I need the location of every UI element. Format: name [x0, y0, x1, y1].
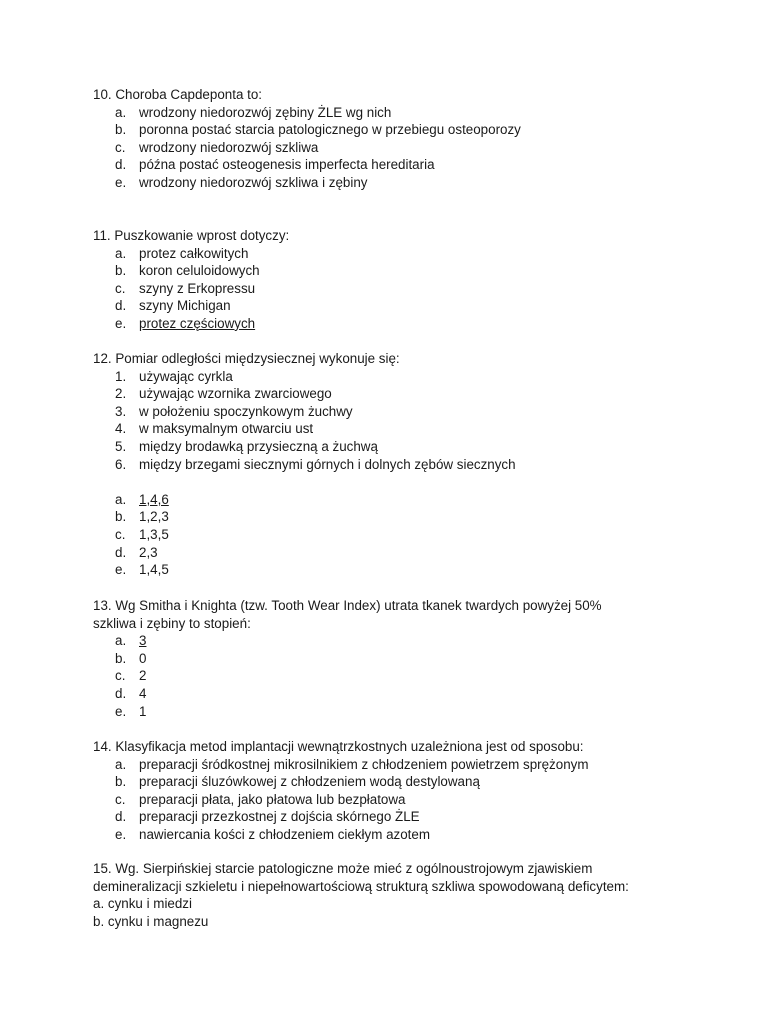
option-marker: e.: [115, 562, 127, 578]
option-text: preparacji śluzówkowej z chłodzeniem wodą destylowaną: [139, 774, 480, 790]
option-text-underlined: protez częściowych: [139, 315, 256, 331]
numbered-item: [93, 385, 683, 403]
option-text: preparacji przezkostnej z dojścia skórnego ŻLE: [139, 809, 420, 825]
option-text: koron celuloidowych: [139, 263, 260, 279]
option-text-underlined: 1,4,6: [139, 491, 169, 507]
item-text: w maksymalnym otwarciu ust: [139, 421, 314, 437]
answer-option: [93, 756, 683, 774]
option-marker: d.: [115, 298, 127, 314]
option-marker: b.: [115, 509, 127, 525]
item-marker: 3.: [115, 403, 127, 419]
option-text: preparacji płata, jako płatowa lub bezpłatowa: [139, 791, 406, 807]
question-stem: 10. Choroba Capdeponta to:: [93, 87, 262, 102]
option-text: szyny z Erkopressu: [139, 280, 256, 296]
answer-option: [93, 139, 683, 157]
question-stem: 14. Klasyfikacja metod implantacji wewnątrzkostnych uzależniona jest od sposobu:: [93, 739, 584, 754]
numbered-item: [93, 368, 683, 386]
answer-option: [93, 791, 683, 809]
option-marker: c.: [115, 526, 126, 542]
item-text: między brodawką przysieczną a żuchwą: [139, 438, 378, 454]
answer-option-correct: [93, 491, 683, 509]
question-12: [93, 350, 683, 579]
option-marker: e.: [115, 703, 127, 719]
option-text: wrodzony niedorozwój szkliwa: [139, 139, 319, 155]
option-marker: c.: [115, 280, 126, 296]
answer-option-inline: a. cynku i miedzi: [93, 896, 192, 912]
question-stem-line: 15. Wg. Sierpińskiej starcie patologiczne może mieć z ogólnoustrojowym zjawiskiem: [93, 861, 593, 876]
option-text: 2: [139, 668, 147, 684]
numbered-item: [93, 456, 683, 474]
option-marker: b.: [115, 263, 127, 279]
answer-option: [93, 526, 683, 544]
answer-option: [93, 808, 683, 826]
item-text: używając cyrkla: [139, 368, 233, 384]
question-14: [93, 738, 683, 844]
answer-option: [93, 121, 683, 139]
answer-option: [93, 262, 683, 280]
option-text: 4: [139, 685, 147, 701]
answer-option: [93, 685, 683, 703]
option-text: 2,3: [139, 544, 158, 560]
option-text: 0: [139, 650, 147, 666]
numbered-item: [93, 420, 683, 438]
option-text: 1,3,5: [139, 526, 169, 542]
option-text: wrodzony niedorozwój zębiny ŻLE wg nich: [139, 104, 392, 120]
option-text-underlined: 3: [139, 633, 147, 649]
option-marker: d.: [115, 809, 127, 825]
numbered-item: [93, 403, 683, 421]
answer-option: [93, 703, 683, 721]
option-marker: b.: [115, 650, 127, 666]
option-marker: c.: [115, 791, 126, 807]
option-marker: b.: [115, 122, 127, 138]
item-marker: 2.: [115, 386, 127, 402]
answer-option: [93, 650, 683, 668]
answer-option: [93, 773, 683, 791]
option-marker: d.: [115, 685, 127, 701]
option-marker: a.: [115, 756, 127, 772]
answer-option: [93, 104, 683, 122]
answer-option: [93, 174, 683, 192]
question-10: [93, 86, 683, 192]
item-marker: 6.: [115, 456, 127, 472]
answer-option: [93, 561, 683, 579]
answer-option-correct: [93, 315, 683, 333]
option-marker: a.: [115, 104, 127, 120]
item-text: między brzegami siecznymi górnych i dolnych zębów siecznych: [139, 456, 516, 472]
option-marker: a.: [115, 633, 127, 649]
item-text: używając wzornika zwarciowego: [139, 386, 332, 402]
item-marker: 4.: [115, 421, 127, 437]
item-text: w położeniu spoczynkowym żuchwy: [139, 403, 353, 419]
option-marker: d.: [115, 544, 127, 560]
answer-option: [93, 297, 683, 315]
answer-option: [93, 156, 683, 174]
option-text: preparacji śródkostnej mikrosilnikiem z chłodzeniem powietrzem sprężonym: [139, 756, 589, 772]
question-13: [93, 597, 683, 720]
numbered-item: [93, 438, 683, 456]
option-text: wrodzony niedorozwój szkliwa i zębiny: [139, 174, 368, 190]
question-15: [93, 860, 683, 930]
option-text: późna postać osteogenesis imperfecta hereditaria: [139, 157, 435, 173]
item-marker: 1.: [115, 368, 127, 384]
answer-option-inline: b. cynku i magnezu: [93, 913, 209, 929]
answer-option: [93, 826, 683, 844]
option-text: 1,2,3: [139, 509, 169, 525]
option-text: poronna postać starcia patologicznego w przebiegu osteoporozy: [139, 122, 521, 138]
question-stem-line: szkliwa i zębiny to stopień:: [93, 615, 251, 631]
option-marker: a.: [115, 245, 127, 261]
option-marker: b.: [115, 774, 127, 790]
question-stem: 11. Puszkowanie wprost dotyczy:: [93, 228, 290, 243]
option-text: nawiercania kości z chłodzeniem ciekłym azotem: [139, 826, 430, 842]
option-marker: e.: [115, 315, 127, 331]
option-text: szyny Michigan: [139, 298, 231, 314]
option-marker: c.: [115, 668, 126, 684]
question-11: [93, 227, 683, 333]
option-marker: a.: [115, 491, 127, 507]
question-stem-line: 13. Wg Smitha i Knighta (tzw. Tooth Wear Index) utrata tkanek twardych powyżej 50%: [93, 598, 602, 613]
option-marker: e.: [115, 826, 127, 842]
answer-option: [93, 508, 683, 526]
option-marker: c.: [115, 139, 126, 155]
question-stem: 12. Pomiar odległości międzysiecznej wykonuje się:: [93, 351, 400, 366]
option-text: 1,4,5: [139, 562, 169, 578]
answer-option: [93, 667, 683, 685]
answer-option-correct: [93, 632, 683, 650]
option-text: 1: [139, 703, 147, 719]
question-stem-line: demineralizacji szkieletu i niepełnowartościową strukturą szkliwa spowodowaną deficytem:: [93, 878, 629, 894]
answer-option: [93, 245, 683, 263]
answer-option: [93, 544, 683, 562]
option-marker: e.: [115, 174, 127, 190]
spacer: [93, 473, 683, 491]
option-text: protez całkowitych: [139, 245, 249, 261]
item-marker: 5.: [115, 438, 127, 454]
option-marker: d.: [115, 157, 127, 173]
answer-option: [93, 280, 683, 298]
